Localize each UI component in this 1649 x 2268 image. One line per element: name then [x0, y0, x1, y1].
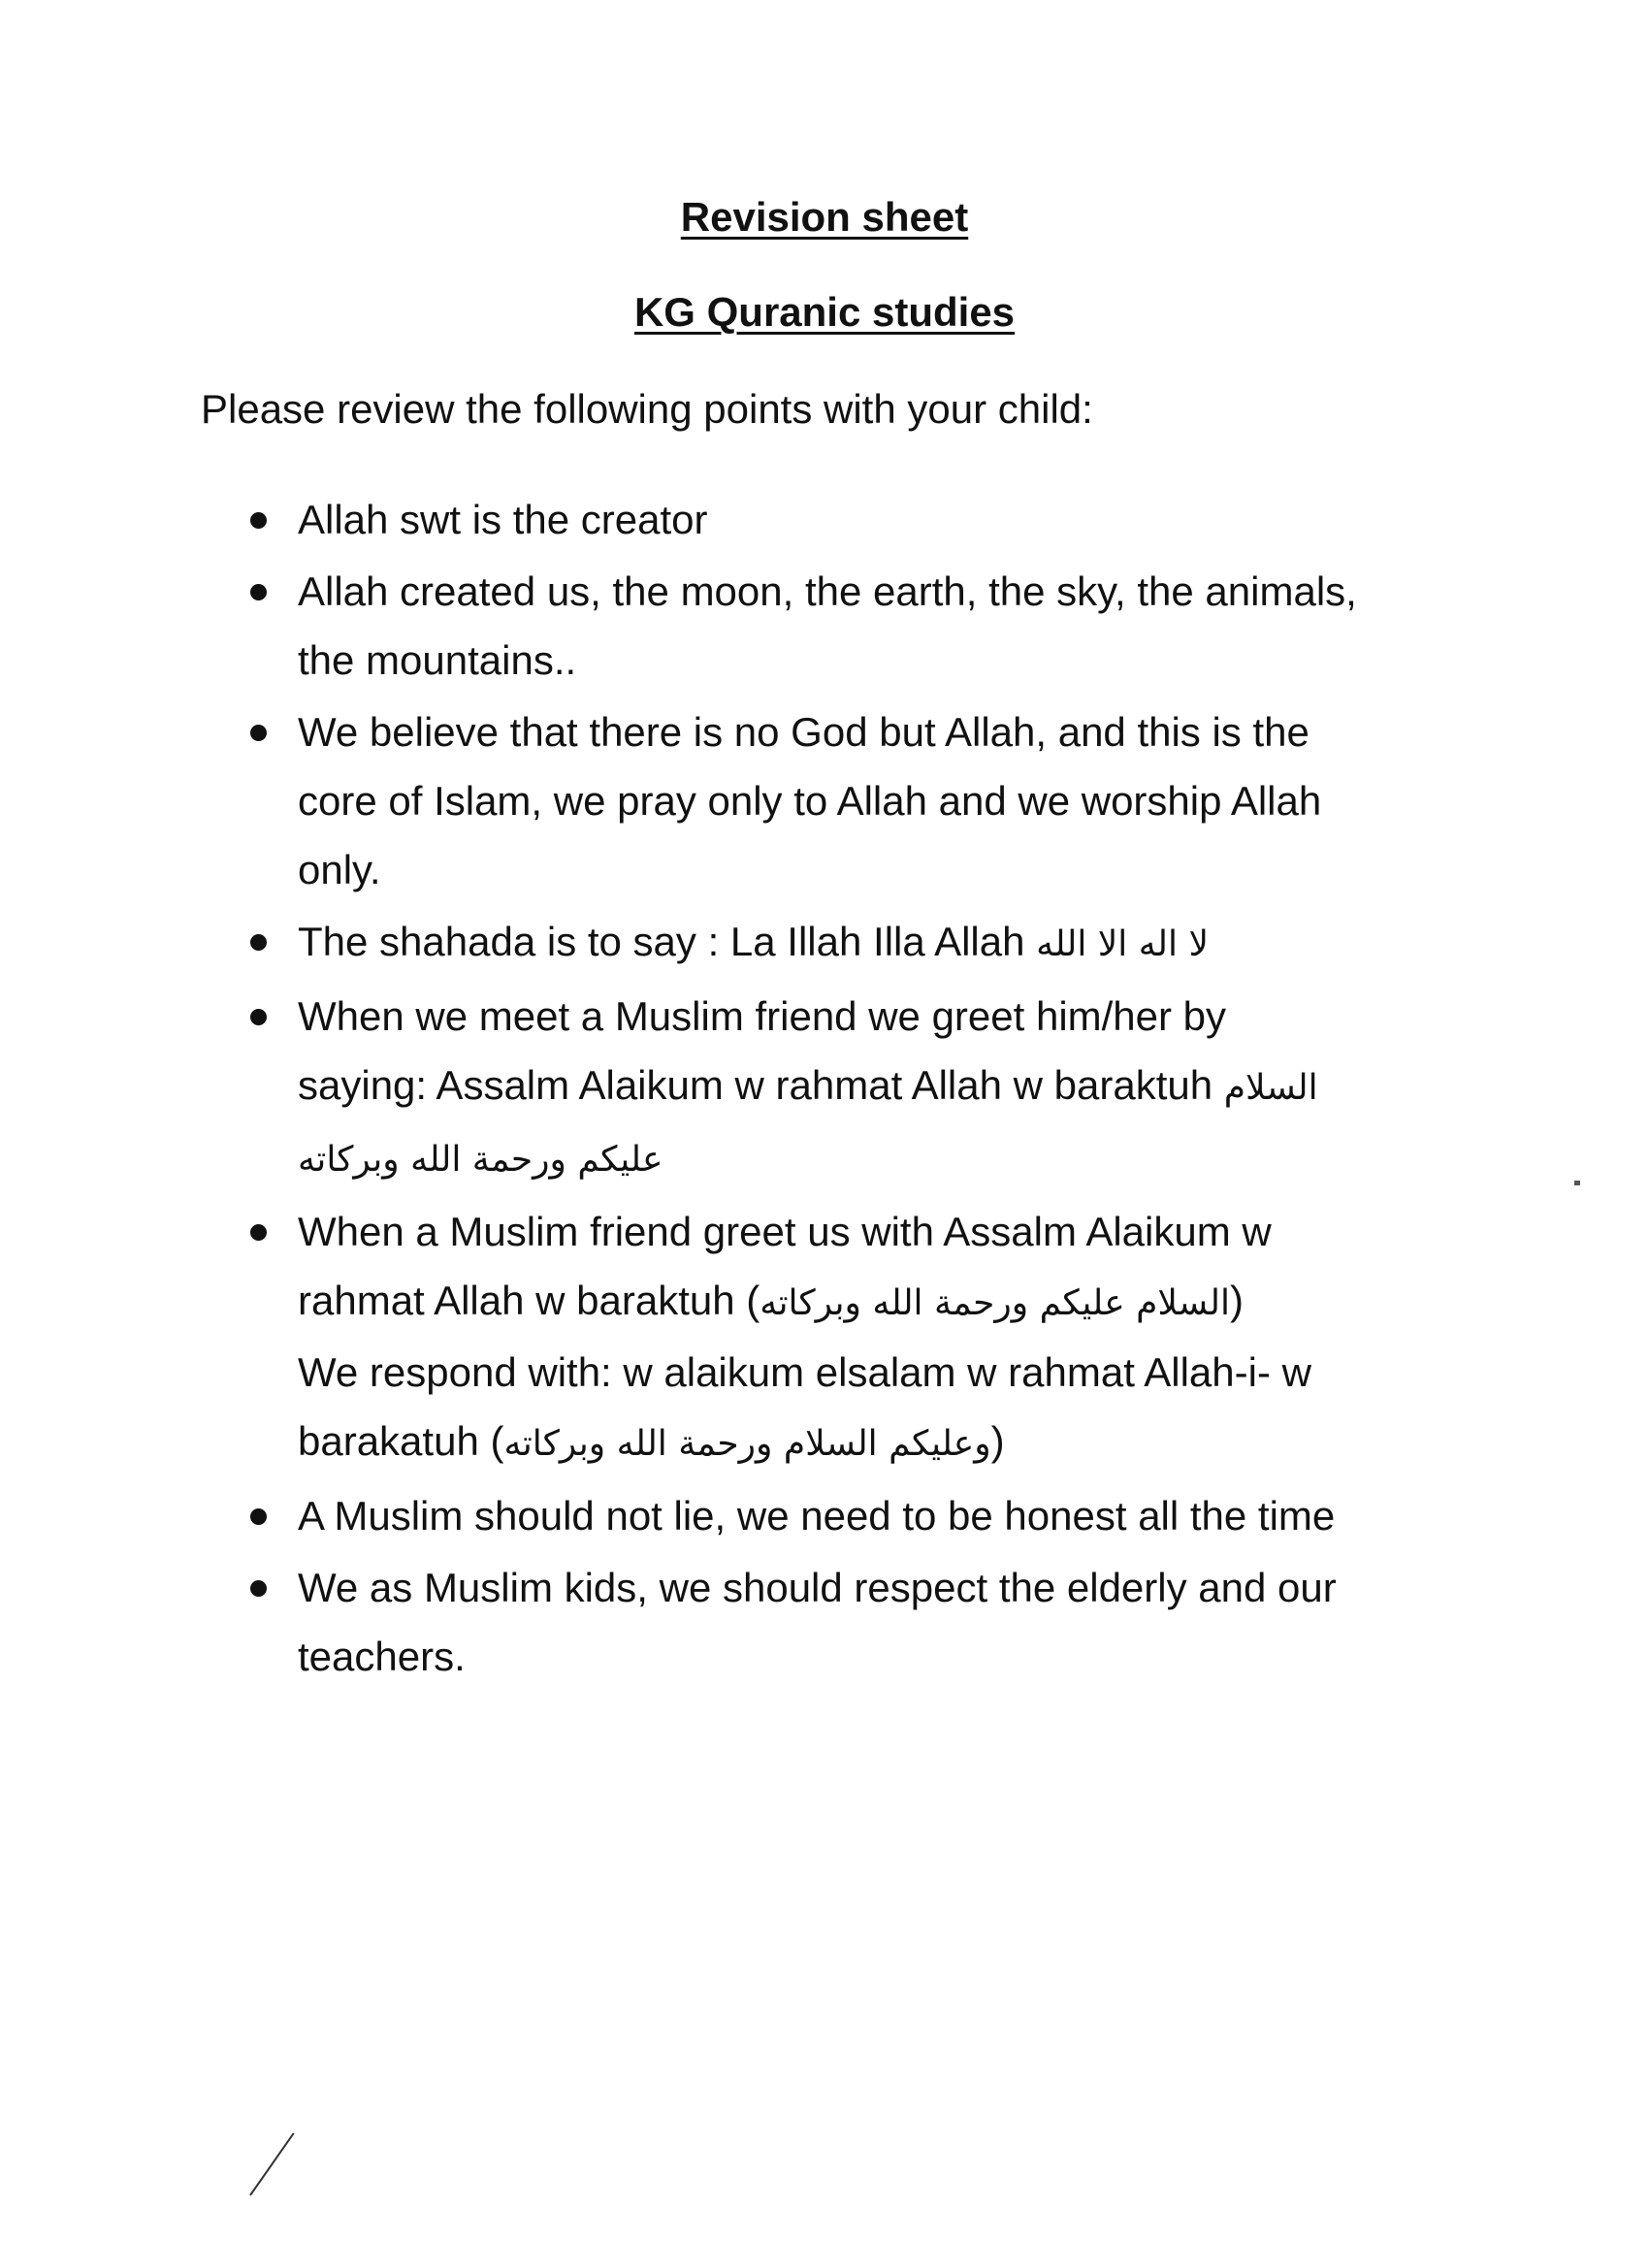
arabic-text: وعليكم السلام ورحمة الله وبركاته — [503, 1424, 991, 1464]
list-item-text: barakatuh ( — [298, 1418, 504, 1464]
list-item-line — [298, 1051, 1510, 1122]
list-item-text: saying: Assalm Alaikum w rahmat Allah w baraktuh — [298, 1062, 1224, 1108]
list-item-text: When we meet a Muslim friend we greet him/her by — [298, 993, 1227, 1039]
list-item-line — [298, 1553, 1510, 1622]
bullet-icon — [250, 584, 267, 600]
list-item-text: Allah created us, the moon, the earth, the sky, the animals, — [298, 568, 1357, 614]
list-item-line — [298, 766, 1510, 835]
list-item-text: A Muslim should not lie, we need to be honest all the time — [298, 1493, 1336, 1539]
list-item-text: ) — [990, 1418, 1005, 1464]
review-points-list — [0, 485, 1649, 1694]
arabic-text: السلام — [1223, 1068, 1318, 1108]
list-item-text: ) — [1230, 1278, 1244, 1323]
bullet-icon — [250, 1009, 267, 1025]
bullet-icon — [250, 1224, 267, 1241]
list-item-text: Allah swt is the creator — [298, 497, 708, 542]
list-item — [0, 697, 1510, 904]
list-item-text: only. — [298, 847, 381, 892]
list-item-line — [298, 835, 1510, 904]
list-item-line — [298, 1122, 705, 1194]
list-item — [0, 1197, 1510, 1478]
list-item-line — [298, 697, 1510, 766]
list-item-line — [298, 626, 1510, 695]
bullet-icon — [250, 512, 267, 529]
list-item-line — [298, 1481, 1510, 1550]
intro-text: Please review the following points with your child: — [201, 386, 1093, 432]
list-item-line — [298, 485, 1510, 554]
list-item — [0, 557, 1510, 695]
bullet-icon — [250, 725, 267, 741]
list-item — [0, 982, 1510, 1194]
list-item-text: rahmat Allah w baraktuh ( — [298, 1278, 760, 1323]
page-title: Revision sheet — [680, 194, 969, 240]
list-item-text: We as Muslim kids, we should respect the elderly and our — [298, 1565, 1337, 1610]
scan-speck — [1574, 1181, 1580, 1185]
list-item-text: When a Muslim friend greet us with Assalm Alaikum w — [298, 1209, 1272, 1254]
bullet-icon — [250, 934, 267, 951]
list-item-text: We respond with: w alaikum elsalam w rahmat Allah-i- w — [298, 1349, 1311, 1395]
list-item-line — [298, 907, 1510, 979]
list-item-line — [298, 1622, 1510, 1691]
list-item — [0, 1481, 1510, 1550]
list-item — [0, 1553, 1510, 1691]
list-item-text: the mountains.. — [298, 637, 577, 683]
list-item-line — [298, 1266, 1510, 1338]
arabic-text: عليكم ورحمة الله وبركاته — [298, 1140, 663, 1180]
bullet-icon — [250, 1580, 267, 1597]
list-item — [0, 907, 1510, 979]
list-item — [0, 485, 1510, 554]
list-item-text: teachers. — [298, 1634, 466, 1679]
arabic-text: لا اله الا الله — [1036, 924, 1209, 964]
list-item-line — [298, 1407, 1510, 1478]
list-item-line — [298, 982, 1510, 1051]
list-item-line — [298, 557, 1510, 626]
list-item-text: We believe that there is no God but Allah, and this is the — [298, 709, 1310, 755]
pen-stroke-mark — [249, 2133, 294, 2196]
list-item-line — [298, 1197, 1510, 1266]
bullet-icon — [250, 1508, 267, 1525]
list-item-line — [298, 1338, 1510, 1407]
list-item-text: The shahada is to say : La Illah Illa Allah — [298, 919, 1037, 964]
arabic-text: السلام عليكم ورحمة الله وبركاته — [760, 1283, 1230, 1323]
page-subtitle: KG Quranic studies — [633, 289, 1016, 335]
list-item-text: core of Islam, we pray only to Allah and we worship Allah — [298, 778, 1322, 824]
